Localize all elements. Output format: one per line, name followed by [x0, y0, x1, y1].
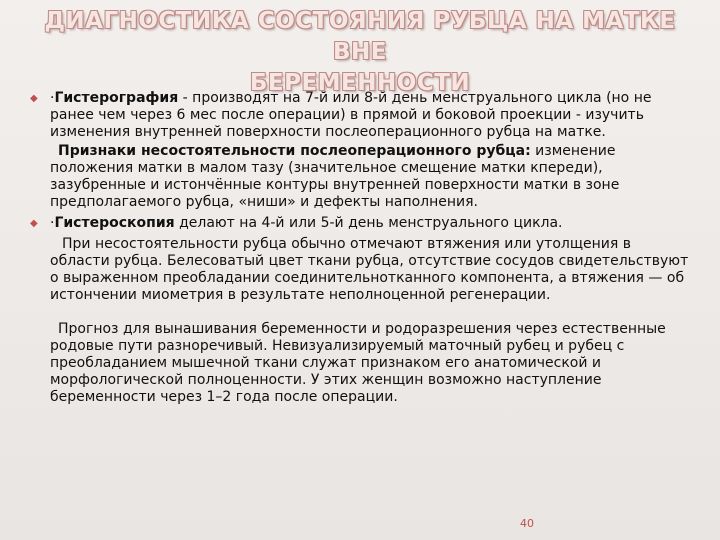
prognosis-paragraph	[50, 321, 694, 406]
slide-title-line-2: БЕРЕМЕННОСТИ	[249, 70, 471, 96]
paragraph-spacer	[50, 304, 694, 321]
signs-text: изменение положения матки в малом тазу (значительное смещение матки кпереди), зазубренные и истончённые контуры внутренней поверхности матки в зоне предполагаемого рубца, «ниши» и дефекты наполнения.	[50, 143, 620, 210]
failure-text: При несостоятельности рубца обычно отмечают втяжения или утолщения в области рубца. Белесоватый цвет ткани рубца, отсутствие сосудов свидетельствуют о выраженном преобладании соединительнотканного компонента, а втяжения — об истончении миометрия в результате неполноценной регенерации.	[50, 236, 689, 303]
signs-heading: Признаки несостоятельности послеоперационного рубца:	[58, 143, 531, 159]
bullet-item-hysteroscopy	[30, 215, 694, 406]
hysteroscopy-description: делают на 4-й или 5-й день менструального цикла.	[174, 215, 563, 231]
slide-title	[40, 6, 680, 99]
slide-body	[30, 90, 694, 406]
bullet-paragraph	[50, 215, 694, 232]
bullet-prefix: ·	[50, 215, 55, 231]
signs-paragraph	[50, 143, 694, 211]
hysterography-description: - производят на 7-й или 8-й день менструального цикла (но не ранее чем через 6 мес после операции) в прямой и боковой проекции - изучить изменения внутренней поверхности послеоперационного рубца на матке.	[50, 90, 652, 140]
diamond-bullet-icon: ◆	[30, 218, 38, 229]
failure-paragraph	[50, 236, 694, 304]
slide-title-line-1: ДИАГНОСТИКА СОСТОЯНИЯ РУБЦА НА МАТКЕ ВНЕ	[44, 8, 676, 65]
diamond-bullet-icon: ◆	[30, 93, 38, 104]
bullet-prefix: ·	[50, 90, 55, 106]
prognosis-text: Прогноз для вынашивания беременности и родоразрешения через естественные родовые пути разноречивый. Невизуализируемый маточный рубец и рубец с преобладанием мышечной ткани служат признаком его анатомической и морфологической полноценности. У этих женщин возможно наступление беременности через 1–2 года после операции.	[50, 321, 666, 405]
term-hysteroscopy: Гистероскопия	[54, 215, 175, 231]
bullet-paragraph	[50, 90, 694, 141]
page-number: 40	[520, 517, 534, 530]
bullet-item-hysterography	[30, 90, 694, 211]
term-hysterography: Гистерография	[54, 90, 179, 106]
